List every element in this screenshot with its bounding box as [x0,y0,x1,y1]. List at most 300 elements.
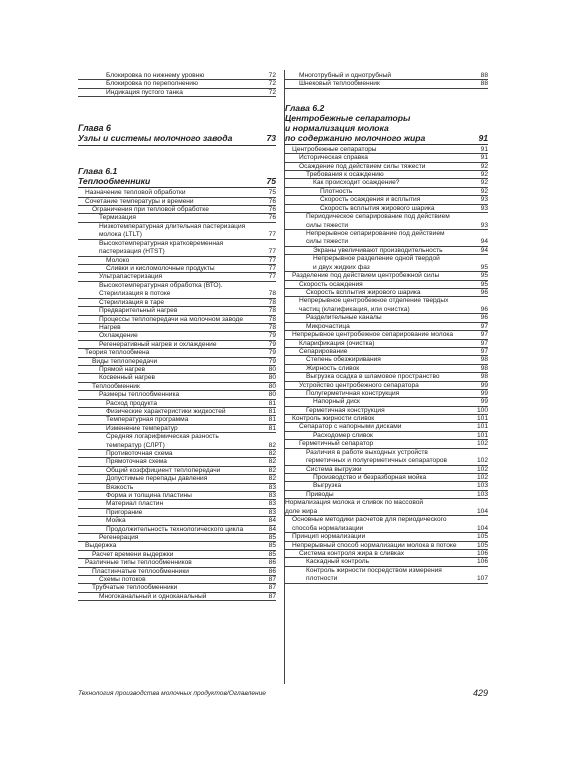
toc-entry-title: пастеризация (HTST) [99,248,165,256]
toc-entry-page: 104 [476,524,488,532]
chapter-6-title-text: Узлы и системы молочного завода [78,133,233,144]
toc-entry [285,567,488,576]
toc-left-column [78,72,276,601]
toc-entry-page: 101 [476,423,488,431]
toc-entry-page: 77 [268,273,276,281]
toc-entry-title: герметичных и полугерметичных сепараторов [306,457,448,465]
toc-entry-page: 92 [480,162,488,170]
toc-entry[interactable] [285,575,488,583]
toc-entry-title: Устройство центробежного сепаратора [299,381,419,389]
toc-entry-page: 86 [268,567,276,575]
toc-entry-page: 99 [480,398,488,406]
section-6-2-page: 91 [478,132,488,143]
toc-entry[interactable] [78,273,276,281]
toc-entry[interactable] [78,492,276,500]
toc-entry-page: 106 [476,549,488,557]
toc-entry-page: 82 [268,466,276,474]
toc-entry-page: 76 [268,214,276,222]
toc-entry-title: Разделительные каналы [306,314,382,322]
toc-entry[interactable] [285,373,488,381]
toc-entry[interactable] [285,196,488,204]
toc-entry-page: 77 [268,248,276,256]
toc-entry[interactable] [285,491,488,499]
toc-entry-page: 72 [268,80,276,88]
toc-entry-title: Материал пластин [106,500,164,508]
toc-entry-page: 96 [480,289,488,297]
toc-entry[interactable] [78,400,276,408]
toc-entry-title: Непрерывное разделение одной твердой [313,255,440,263]
toc-entry-title: Как происходит осаждение? [313,179,400,187]
toc-entry-title: Высокотемпературная кратковременная [99,239,224,247]
toc-entry[interactable] [78,500,276,508]
section-6-1-title[interactable] [78,176,276,188]
toc-entry[interactable] [285,222,488,230]
toc-entry-page: 87 [268,575,276,583]
toc-entry[interactable] [78,206,276,214]
toc-entry-title: Скорость всплытия жирового шарика [320,204,435,212]
toc-entry-page: 84 [268,517,276,525]
toc-entry-page: 77 [268,265,276,273]
toc-entry[interactable] [285,188,488,196]
toc-entry [285,449,488,458]
toc-entry-title: Процессы теплопередачи на молочном заводе [99,315,244,323]
toc-entry[interactable] [285,508,488,516]
toc-entry[interactable] [285,205,488,213]
toc-entry[interactable] [285,457,488,465]
toc-entry[interactable] [78,391,276,399]
toc-entry-page: 103 [476,490,488,498]
toc-entry[interactable] [285,382,488,390]
toc-entry-title: Непрерывное центробежное отделение твердых [299,297,449,305]
toc-entry[interactable] [78,248,276,256]
toc-entry [285,297,488,306]
toc-entry[interactable] [78,408,276,416]
toc-entry-title: Изменение температур [106,424,178,432]
toc-entry [78,223,276,232]
toc-entry-page: 92 [480,187,488,195]
section-6-1-page: 75 [266,176,276,187]
toc-entry-title: Непрерывный способ нормализации молока в потоке [292,541,457,549]
toc-entry-title: Пригорание [106,508,143,516]
toc-entry [285,213,488,222]
toc-entry-title: Пластинчатые теплообменники [92,567,189,575]
toc-entry[interactable] [285,272,488,280]
toc-entry-page: 105 [476,541,488,549]
toc-entry-title: Назначение тепловой обработки [85,189,186,197]
toc-entry-page: 78 [268,307,276,315]
toc-entry-title: Приводы [306,490,334,498]
toc-entry-title: Расход продукта [106,399,158,407]
toc-entry-page: 85 [268,550,276,558]
toc-entry-page: 102 [476,440,488,448]
toc-entry[interactable] [78,290,276,298]
toc-entry-title: Выгрузка [313,482,342,490]
toc-entry-title: Сливки и кисломолочные продукты [106,265,215,273]
toc-entry-page: 93 [480,196,488,204]
toc-entry-page: 97 [480,322,488,330]
toc-entry-page: 85 [268,542,276,550]
toc-entry-title: Герметичная конструкция [306,406,385,414]
toc-entry-title: Кларификация (очистка) [299,339,375,347]
toc-entry-page: 94 [480,238,488,246]
toc-entry-title: Общий коэффициент теплопередачи [106,466,221,474]
toc-entry-page: 106 [476,558,488,566]
toc-entry-title: силы тяжести [306,221,349,229]
toc-entry-title: Контроль жирности сливок [292,415,375,423]
toc-entry[interactable] [285,423,488,431]
toc-entry-title: Микрочастица [306,322,350,330]
toc-continued-entries [285,72,488,89]
toc-entry-page: 83 [268,492,276,500]
toc-entry-title: Герметичный сепаратор [299,440,374,448]
toc-entry[interactable] [285,482,488,490]
toc-entry[interactable] [78,458,276,466]
toc-entry-title: Основные методики расчетов для периодического [292,516,447,524]
toc-entry-page: 102 [476,474,488,482]
toc-entry-title: Нагрев [99,324,121,332]
toc-entry-title: Скорость осаждения [299,280,363,288]
toc-entry-page: 77 [268,231,276,239]
toc-entry-page: 104 [476,507,488,515]
toc-entry[interactable] [78,89,276,97]
toc-entry-page: 95 [480,280,488,288]
toc-entry-page: 93 [480,221,488,229]
section-6-1-label: Глава 6.1 [78,166,118,177]
toc-entry[interactable] [78,189,276,197]
toc-entry-title: Сочетание температуры и времени [85,197,194,205]
toc-entry[interactable] [78,374,276,382]
toc-entry-title: Напорный диск [313,398,360,406]
toc-entry[interactable] [285,340,488,348]
toc-entry[interactable] [78,80,276,88]
toc-entry-page: 87 [268,592,276,600]
toc-entry-title: Регенеративный нагрев и охлаждение [99,340,217,348]
toc-entry-page: 96 [480,306,488,314]
toc-entry-page: 95 [480,263,488,271]
toc-entry-page: 80 [268,391,276,399]
toc-entry[interactable] [78,198,276,206]
toc-entry-page: 99 [480,389,488,397]
toc-entry-title: Индикация пустого танка [106,88,183,96]
toc-entry[interactable] [285,407,488,415]
toc-entry-title: доле жира [285,507,318,515]
section-6-2-title-text: по содержанию молочного жира [285,132,426,143]
toc-entry[interactable] [285,306,488,314]
toc-entry[interactable] [78,425,276,433]
toc-entry[interactable] [78,257,276,265]
toc-entry[interactable] [78,307,276,315]
toc-entry-page: 86 [268,559,276,567]
toc-entry-title: Принцип нормализации [292,533,366,541]
toc-entry-title: Трубчатые теплообменники [92,584,178,592]
toc-entry-page: 91 [480,154,488,162]
toc-entry[interactable] [285,356,488,364]
page-footer [78,690,488,699]
toc-entry-page: 82 [268,475,276,483]
toc-entry-title: Скорость всплытия жирового шарика [306,289,421,297]
toc-entry [78,240,276,249]
toc-entry[interactable] [285,154,488,162]
toc-entry-page: 79 [268,349,276,357]
toc-section-6-1-entries [78,189,276,601]
toc-entry-page: 81 [268,399,276,407]
toc-entry [285,499,488,508]
toc-entry[interactable] [285,525,488,533]
toc-entry[interactable] [78,72,276,80]
toc-entry-title: Различные типы теплообменников [85,559,192,567]
toc-entry-title: Блокировка по переполнению [106,80,198,88]
toc-entry-title: Производство и безразборная мойка [313,474,427,482]
toc-entry-title: Осаждение под действием силы тяжести [299,162,426,170]
toc-entry[interactable] [285,331,488,339]
toc-entry-page: 82 [268,458,276,466]
toc-entry[interactable] [78,450,276,458]
toc-entry[interactable] [285,247,488,255]
toc-continued-entries [78,72,276,97]
toc-entry-title: частиц (клarификация, или очистка) [299,306,410,314]
toc-entry-title: Прямоточная схема [106,458,167,466]
toc-entry[interactable] [285,314,488,322]
toc-entry-page: 101 [476,431,488,439]
toc-entry-title: Продолжительность технологического цикла [106,525,244,533]
toc-entry[interactable] [78,316,276,324]
toc-entry-page: 78 [268,315,276,323]
toc-entry-title: Теория теплообмена [85,349,150,357]
toc-entry[interactable] [285,146,488,154]
toc-right-column [285,72,488,584]
toc-entry[interactable] [78,358,276,366]
toc-section-6-2-entries [285,146,488,584]
toc-entry-page: 80 [268,365,276,373]
toc-entry-page: 99 [480,381,488,389]
toc-entry-title: Контроль жирности посредством измерения [306,566,442,574]
chapter-6-label: Глава 6 [78,123,111,134]
toc-entry-page: 96 [480,314,488,322]
toc-entry-title: Физические характеристики жидкостей [106,407,226,415]
toc-entry[interactable] [78,584,276,592]
toc-entry-title: Средняя логарифмическая разность [106,433,219,441]
toc-entry[interactable] [285,238,488,246]
toc-entry[interactable] [78,299,276,307]
toc-entry[interactable] [285,163,488,171]
toc-entry[interactable] [285,466,488,474]
toc-entry-page: 81 [268,416,276,424]
toc-entry-title: силы тяжести [306,238,349,246]
toc-entry-page: 101 [476,415,488,423]
toc-entry-title: Ограничения при тепловой обработке [92,205,209,213]
toc-entry-page: 79 [268,340,276,348]
toc-entry-page: 88 [480,72,488,79]
toc-entry-title: Ультрапастеризация [99,273,163,281]
toc-entry-page: 107 [476,575,488,583]
toc-entry-title: Полугерметичная конструкция [306,389,400,397]
toc-entry-page: 102 [476,457,488,465]
toc-entry-page: 92 [480,179,488,187]
toc-entry-page: 95 [480,272,488,280]
toc-entry[interactable] [78,551,276,559]
toc-entry[interactable] [78,383,276,391]
toc-entry-page: 83 [268,500,276,508]
toc-entry-title: Сепаратор с напорными дисками [299,423,402,431]
toc-entry-title: Блокировка по нижнему уровню [106,72,205,79]
toc-entry-page: 77 [268,256,276,264]
toc-entry-page: 97 [480,347,488,355]
toc-entry-title: температур (СЛРТ) [106,441,165,449]
toc-entry[interactable] [78,509,276,517]
toc-entry-page: 79 [268,357,276,365]
toc-entry-page: 82 [268,441,276,449]
toc-entry-title: Допустимые перепады давления [106,475,208,483]
toc-entry-title: Степень обезжиривания [306,356,381,364]
section-6-2-title-line-1: Центробежные сепараторы [285,112,411,123]
toc-entry-title: Нормализация молока и сливок по массовой [285,499,424,507]
toc-entry-page: 92 [480,170,488,178]
toc-entry[interactable] [285,281,488,289]
toc-entry-title: Противоточная схема [106,450,173,458]
toc-entry [285,230,488,239]
toc-entry[interactable] [285,179,488,187]
toc-entry-page: 78 [268,298,276,306]
toc-entry-page: 84 [268,525,276,533]
toc-entry-title: Плотность [320,187,353,195]
toc-entry-page: 98 [480,373,488,381]
toc-entry-title: Термизация [99,214,136,222]
toc-entry-page: 80 [268,382,276,390]
chapter-6-title[interactable] [78,133,276,146]
toc-entry[interactable] [78,324,276,332]
toc-entry[interactable] [78,214,276,222]
toc-entry-page: 87 [268,584,276,592]
toc-entry[interactable] [78,416,276,424]
toc-entry-title: Сепарирование [299,347,348,355]
section-6-2-label: Глава 6.2 [285,102,325,113]
toc-entry-title: Выдержка [85,542,117,550]
toc-entry[interactable] [78,484,276,492]
toc-entry[interactable] [285,80,488,88]
toc-entry[interactable] [285,264,488,272]
toc-entry[interactable] [78,517,276,525]
toc-entry-page: 80 [268,374,276,382]
toc-entry-title: Охлаждение [99,332,138,340]
toc-entry-title: плотности [306,575,338,583]
toc-entry[interactable] [285,533,488,541]
toc-entry-page: 97 [480,331,488,339]
toc-entry[interactable] [78,265,276,273]
toc-entry[interactable] [285,415,488,423]
toc-entry-title: Температурная программа [106,416,189,424]
toc-entry-page: 93 [480,204,488,212]
section-6-2-title-line-2: и нормализация молока [285,122,389,133]
toc-entry-title: и двух жидких фаз [313,263,370,271]
toc-entry[interactable] [78,534,276,542]
toc-entry[interactable] [78,332,276,340]
toc-entry-title: Непрерывное сепарирование под действием [306,229,445,237]
page-number: 429 [472,688,488,698]
toc-entry-page: 72 [268,72,276,79]
toc-entry[interactable] [285,365,488,373]
toc-entry[interactable] [285,398,488,406]
toc-entry-title: Вязкость [106,483,134,491]
toc-entry[interactable] [78,341,276,349]
toc-entry-page: 82 [268,450,276,458]
toc-entry-title: Многоканальный и одноканальный [99,592,207,600]
toc-entry[interactable] [78,542,276,550]
toc-entry-title: Историческая справка [299,154,368,162]
toc-entry[interactable] [78,559,276,567]
toc-entry[interactable] [78,231,276,239]
toc-entry[interactable] [78,568,276,576]
toc-entry[interactable] [285,171,488,179]
toc-entry-title: Разделение под действием центробежной силы [292,272,440,280]
section-6-1-title-text: Теплообменники [78,176,151,187]
toc-entry [78,282,276,291]
toc-entry-title: Система выгрузки [306,465,362,473]
toc-entry[interactable] [285,323,488,331]
toc-entry[interactable] [78,467,276,475]
toc-entry-page: 81 [268,407,276,415]
toc-entry-title: Расходомер сливок [313,431,373,439]
toc-entry-title: Система контроля жира в сливках [299,549,405,557]
toc-entry-page: 72 [268,88,276,96]
toc-entry-title: Каскадный контроль [306,558,370,566]
toc-entry[interactable] [285,440,488,448]
toc-entry-title: Схемы потоков [99,575,146,583]
toc-entry-title: Молоко [106,256,130,264]
toc-entry-page: 85 [268,534,276,541]
toc-entry-title: Низкотемпературная длительная пастеризация [99,222,246,230]
toc-entry[interactable] [285,558,488,566]
toc-entry-title: Шнековый теплообменник [299,80,380,88]
chapter-6-page: 73 [266,133,276,144]
toc-entry-title: Непрерывное центробежное сепарирование молока [292,331,454,339]
toc-entry-page: 76 [268,205,276,213]
toc-entry-page: 97 [480,339,488,347]
toc-entry-title: Скорость осаждения и всплытия [320,196,421,204]
toc-entry-title: Стерилизация в потоке [99,290,171,298]
toc-entry-title: способа нормализации [292,524,364,532]
toc-entry-title: Центробежные сепараторы [292,145,377,153]
toc-entry-title: Предварительный нагрев [99,307,178,315]
toc-entry-title: Форма и толщина пластины [106,492,192,500]
toc-entry [78,433,276,442]
toc-entry[interactable] [78,475,276,483]
toc-entry-title: Мойка [106,517,126,525]
toc-entry-title: Многотрубный и однотрубный [299,72,392,79]
toc-entry-title: Косвенный нагрев [99,374,155,382]
toc-entry-page: 78 [268,290,276,298]
toc-entry-title: Стерилизация в таре [99,298,165,306]
toc-entry-title: Теплообменник [92,382,140,390]
toc-entry-title: Различия в работе выходных устройств [306,448,428,456]
toc-entry-title: Регенерация [99,534,139,541]
toc-entry-page: 88 [480,80,488,88]
toc-entry[interactable] [78,593,276,601]
toc-entry[interactable] [78,442,276,450]
toc-entry-page: 76 [268,197,276,205]
toc-entry-page: 98 [480,356,488,364]
toc-entry[interactable] [285,474,488,482]
toc-entry[interactable] [78,526,276,534]
toc-entry[interactable] [285,542,488,550]
toc-entry[interactable] [78,349,276,357]
toc-entry-page: 78 [268,324,276,332]
toc-entry[interactable] [285,432,488,440]
section-6-2-title[interactable] [285,133,488,145]
toc-entry-title: Высокотемпературная обработка (ВТО). [99,281,223,289]
toc-entry-title: Выгрузка осадка в шламовое пространство [306,373,440,381]
toc-entry-page: 103 [476,482,488,490]
toc-entry-page: 83 [268,508,276,516]
